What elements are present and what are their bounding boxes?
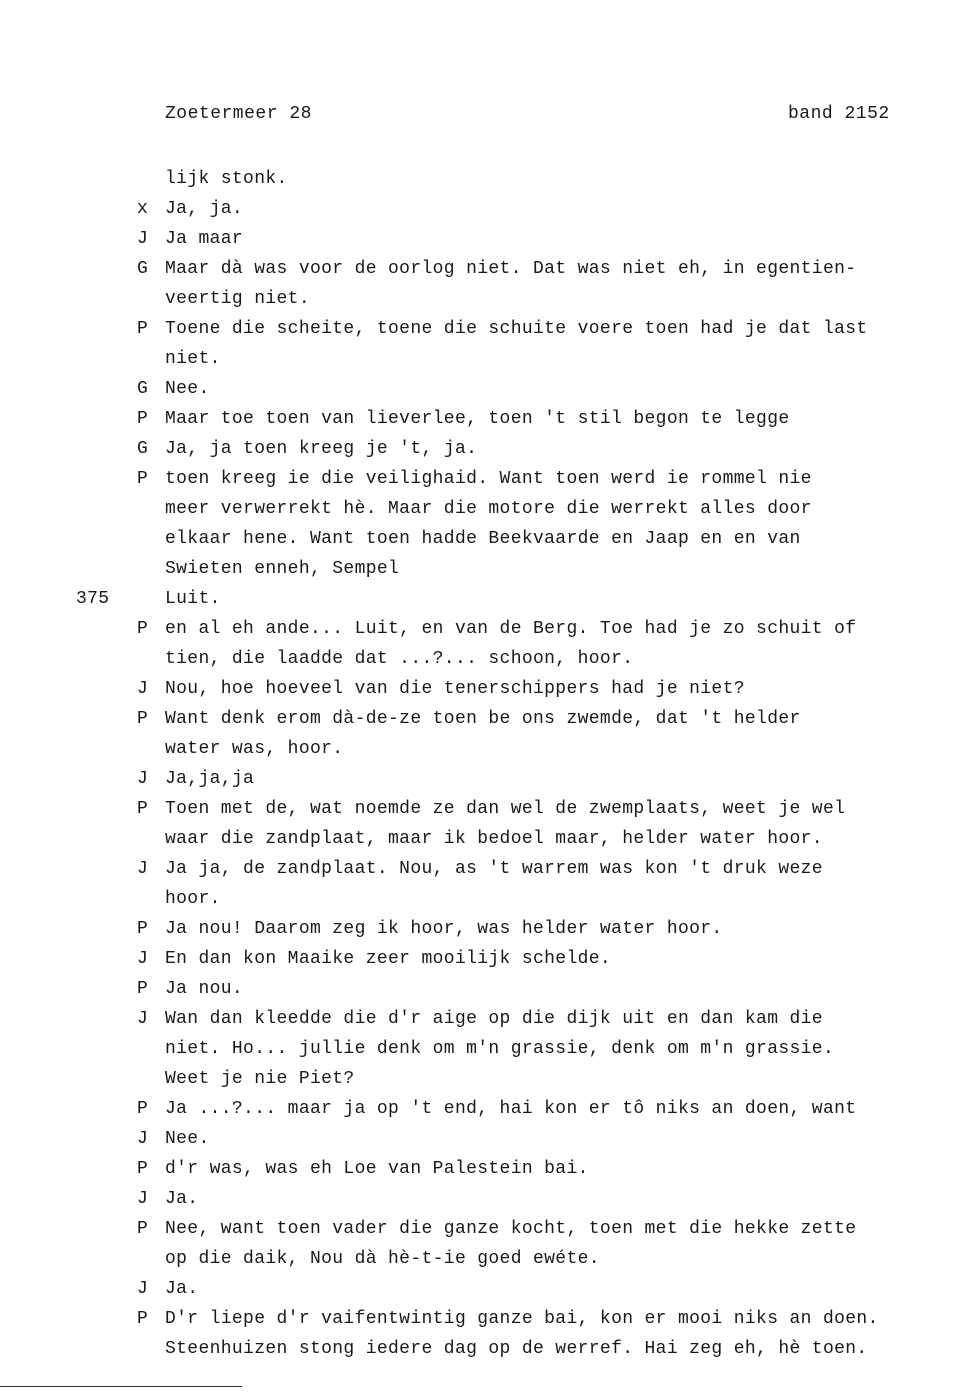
transcript-line — [0, 974, 979, 1004]
transcript-line — [0, 764, 979, 794]
speaker-code: J — [137, 229, 149, 249]
speaker-code: P — [137, 919, 149, 939]
transcript-line — [0, 1244, 979, 1274]
utterance-text: waar die zandplaat, maar ik bedoel maar, helder water hoor. — [165, 829, 823, 849]
utterance-text: meer verwerrekt hè. Maar die motore die werrekt alles door — [165, 499, 812, 519]
utterance-text: Ja nou! Daarom zeg ik hoor, was helder water hoor. — [165, 919, 723, 939]
utterance-text: Ja ja, de zandplaat. Nou, as 't warrem was kon 't druk weze — [165, 859, 823, 879]
utterance-text: Steenhuizen stong iedere dag op de werref. Hai zeg eh, hè toen. — [165, 1339, 868, 1359]
utterance-text: Toen met de, wat noemde ze dan wel de zwemplaats, weet je wel — [165, 799, 846, 819]
transcript-line — [0, 614, 979, 644]
speaker-code: J — [137, 769, 149, 789]
transcript-line — [0, 1124, 979, 1154]
utterance-text: Ja, ja. — [165, 199, 244, 219]
transcript-line — [0, 404, 979, 434]
transcript-line — [0, 584, 979, 614]
utterance-text: niet. — [165, 349, 221, 369]
utterance-text: Weet je nie Piet? — [165, 1069, 355, 1089]
utterance-text: Toene die scheite, toene die schuite voere toen had je dat last — [165, 319, 868, 339]
transcript-line — [0, 1274, 979, 1304]
utterance-text: op die daik, Nou dà hè-t-ie goed ewéte. — [165, 1249, 600, 1269]
utterance-text: D'r liepe d'r vaifentwintig ganze bai, kon er mooi niks an doen. — [165, 1309, 879, 1329]
speaker-code: J — [137, 1279, 149, 1299]
utterance-text: Maar dà was voor de oorlog niet. Dat was niet eh, in egentien- — [165, 259, 857, 279]
transcript-line — [0, 674, 979, 704]
utterance-text: Ja maar — [165, 229, 244, 249]
utterance-text: en al eh ande... Luit, en van de Berg. Toe had je zo schuit of — [165, 619, 857, 639]
transcript-line — [0, 464, 979, 494]
utterance-text: lijk stonk. — [165, 169, 288, 189]
transcript-line — [0, 254, 979, 284]
transcript-line — [0, 824, 979, 854]
transcript-line — [0, 734, 979, 764]
transcript-line — [0, 704, 979, 734]
speaker-code: P — [137, 319, 149, 339]
utterance-text: Wan dan kleedde die d'r aige op die dijk uit en dan kam die — [165, 1009, 823, 1029]
transcript-line — [0, 1304, 979, 1334]
speaker-code: P — [137, 469, 149, 489]
speaker-code: P — [137, 409, 149, 429]
line-number: 375 — [76, 589, 110, 609]
transcript-line — [0, 944, 979, 974]
transcript-line — [0, 1004, 979, 1034]
utterance-text: hoor. — [165, 889, 221, 909]
utterance-text: elkaar hene. Want toen hadde Beekvaarde en Jaap en en van — [165, 529, 801, 549]
transcript-line — [0, 434, 979, 464]
footer-rule — [0, 1386, 242, 1387]
speaker-code: P — [137, 979, 149, 999]
transcript-line — [0, 554, 979, 584]
utterance-text: tien, die laadde dat ...?... schoon, hoor. — [165, 649, 634, 669]
utterance-text: Luit. — [165, 589, 221, 609]
transcript-line — [0, 1154, 979, 1184]
transcript-line — [0, 344, 979, 374]
utterance-text: Ja. — [165, 1279, 199, 1299]
utterance-text: Ja, ja toen kreeg je 't, ja. — [165, 439, 478, 459]
transcript-line — [0, 914, 979, 944]
speaker-code: P — [137, 799, 149, 819]
speaker-code: J — [137, 1189, 149, 1209]
speaker-code: J — [137, 1129, 149, 1149]
transcript-line — [0, 854, 979, 884]
speaker-code: P — [137, 1309, 149, 1329]
speaker-code: P — [137, 1159, 149, 1179]
speaker-code: G — [137, 439, 149, 459]
header-location: Zoetermeer 28 — [165, 104, 312, 124]
speaker-code: P — [137, 1219, 149, 1239]
utterance-text: Want denk erom dà-de-ze toen be ons zwemde, dat 't helder — [165, 709, 801, 729]
transcript-line — [0, 884, 979, 914]
transcript-line — [0, 794, 979, 824]
utterance-text: toen kreeg ie die veilighaid. Want toen werd ie rommel nie — [165, 469, 812, 489]
transcript-line — [0, 1184, 979, 1214]
transcript-line — [0, 1214, 979, 1244]
speaker-code: J — [137, 859, 149, 879]
transcript-line — [0, 374, 979, 404]
transcript-line — [0, 194, 979, 224]
speaker-code: J — [137, 1009, 149, 1029]
utterance-text: water was, hoor. — [165, 739, 344, 759]
speaker-code: P — [137, 1099, 149, 1119]
transcript-line — [0, 644, 979, 674]
transcript-line — [0, 1034, 979, 1064]
transcript-line — [0, 494, 979, 524]
utterance-text: d'r was, was eh Loe van Palestein bai. — [165, 1159, 589, 1179]
utterance-text: Ja ...?... maar ja op 't end, hai kon er tô niks an doen, want — [165, 1099, 857, 1119]
utterance-text: Ja nou. — [165, 979, 244, 999]
utterance-text: Maar toe toen van lieverlee, toen 't stil begon te legge — [165, 409, 790, 429]
speaker-code: P — [137, 619, 149, 639]
utterance-text: En dan kon Maaike zeer mooilijk schelde. — [165, 949, 612, 969]
utterance-text: niet. Ho... jullie denk om m'n grassie, denk om m'n grassie. — [165, 1039, 835, 1059]
transcript-line — [0, 1064, 979, 1094]
utterance-text: Swieten enneh, Sempel — [165, 559, 400, 579]
utterance-text: Nee. — [165, 1129, 210, 1149]
transcript-line — [0, 284, 979, 314]
transcript-line — [0, 314, 979, 344]
speaker-code: x — [137, 199, 149, 219]
speaker-code: G — [137, 379, 149, 399]
utterance-text: Ja. — [165, 1189, 199, 1209]
speaker-code: G — [137, 259, 149, 279]
transcript-line — [0, 1094, 979, 1124]
utterance-text: Nou, hoe hoeveel van die tenerschippers had je niet? — [165, 679, 745, 699]
transcript-line — [0, 524, 979, 554]
speaker-code: J — [137, 679, 149, 699]
transcript-body — [0, 164, 979, 1364]
header-tape-number: band 2152 — [788, 104, 890, 124]
transcript-line — [0, 1334, 979, 1364]
utterance-text: Ja,ja,ja — [165, 769, 255, 789]
transcript-line — [0, 224, 979, 254]
utterance-text: Nee, want toen vader die ganze kocht, toen met die hekke zette — [165, 1219, 857, 1239]
speaker-code: J — [137, 949, 149, 969]
utterance-text: veertig niet. — [165, 289, 310, 309]
transcript-line — [0, 164, 979, 194]
utterance-text: Nee. — [165, 379, 210, 399]
speaker-code: P — [137, 709, 149, 729]
